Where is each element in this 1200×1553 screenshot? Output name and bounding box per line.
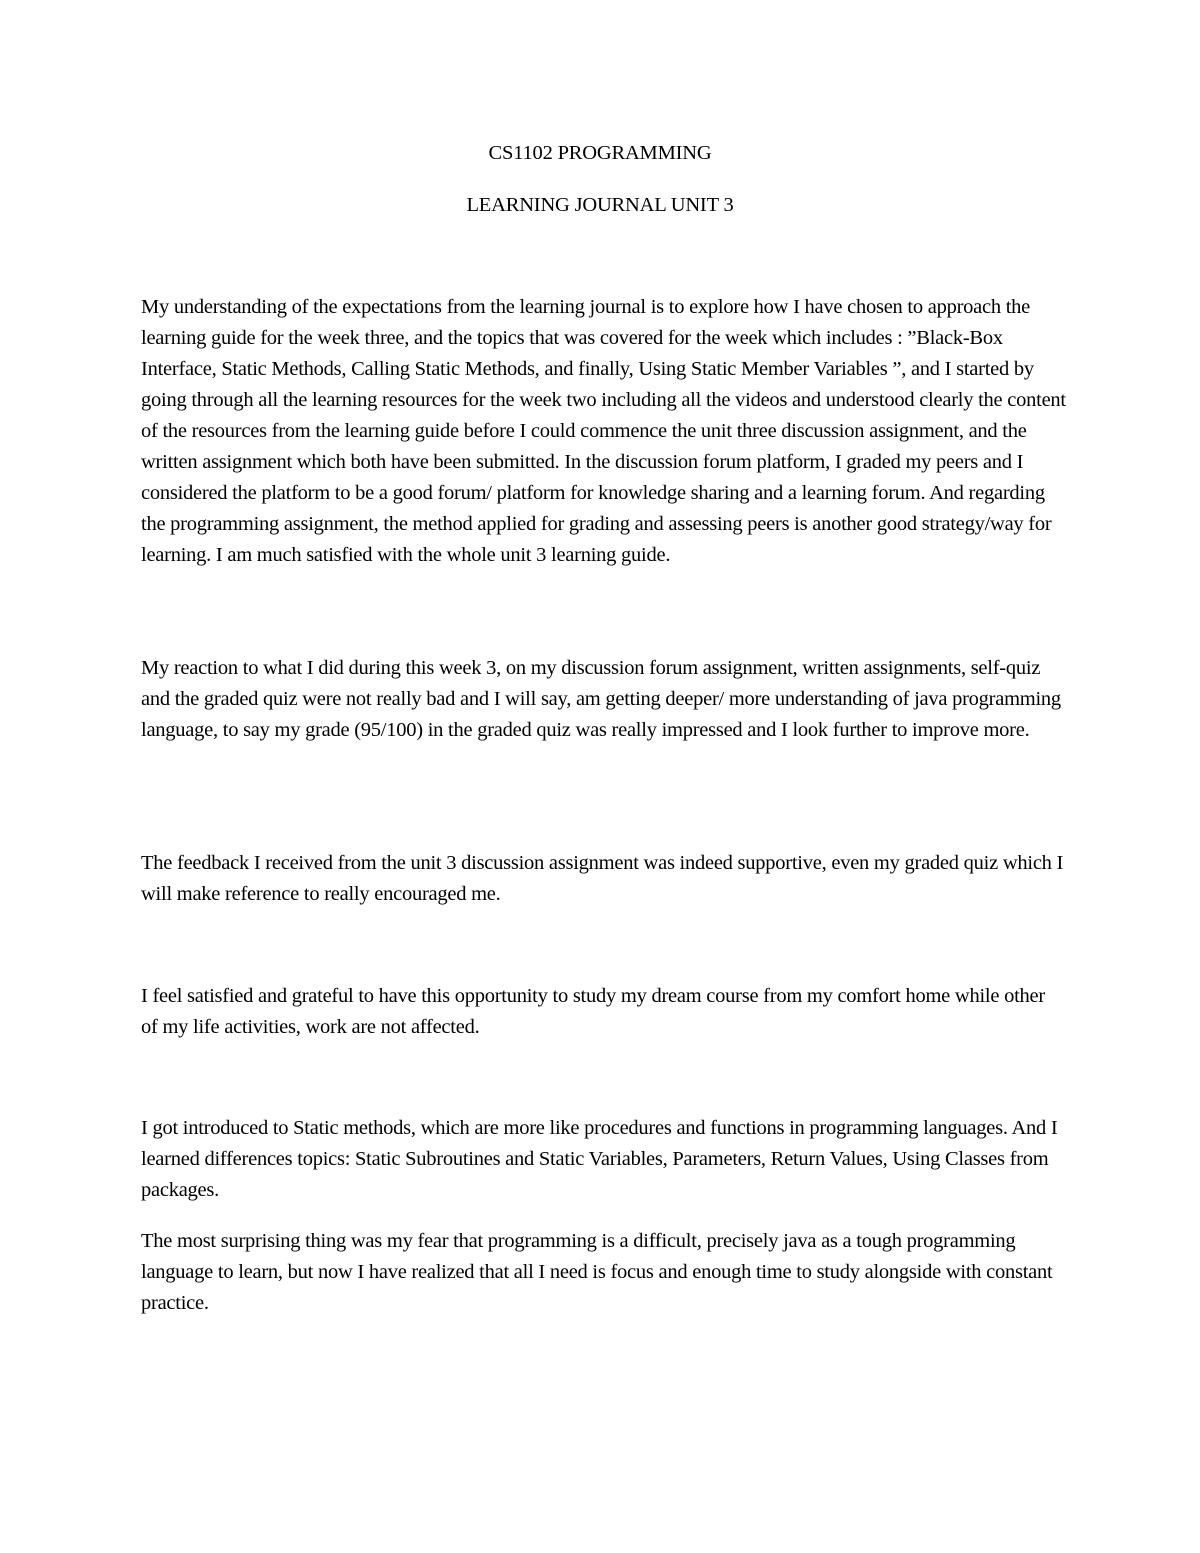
paragraph-topics-learned: I got introduced to Static methods, which are more like procedures and functions in programming languages. And I learned differences topics: Static Subroutines and Static Variables, Parameters, Return Values, Using Classes from packages. (141, 1117, 1058, 1201)
journal-title: LEARNING JOURNAL UNIT 3 (466, 194, 734, 216)
paragraph-expectations: My understanding of the expectations from the learning journal is to explore how I have chosen to approach the learning guide for the week three, and the topics that was covered for the week which includes : ”Black-Box Interface, Static Methods, Calling Static Methods, and finally, Using Static Member Variables ”, and I started by going through all the learning resources for the week two including all the videos and understood clearly the content of the resources from the learning guide before I could commence the unit three discussion assignment, and the written assignment which both have been submitted. In the discussion forum platform, I graded my peers and I considered the platform to be a good forum/ platform for knowledge sharing and a learning forum. And regarding the programming assignment, the method applied for grading and assessing peers is another good strategy/way for learning. I am much satisfied with the whole unit 3 learning guide. (141, 296, 1066, 566)
course-title: CS1102 PROGRAMMING (488, 142, 712, 164)
paragraph-reaction: My reaction to what I did during this week 3, on my discussion forum assignment, written assignments, self-quiz and the graded quiz were not really bad and I will say, am getting deeper/ more understanding of java programming language, to say my grade (95/100) in the graded quiz was really impressed and I look further to improve more. (141, 657, 1061, 741)
paragraph-satisfaction: I feel satisfied and grateful to have this opportunity to study my dream course from my comfort home while other of my life activities, work are not affected. (141, 985, 1045, 1038)
paragraph-surprise: The most surprising thing was my fear that programming is a difficult, precisely java as a tough programming language to learn, but now I have realized that all I need is focus and enough time to study alongside with constant practice. (141, 1230, 1053, 1314)
paragraph-feedback: The feedback I received from the unit 3 discussion assignment was indeed supportive, even my graded quiz which I will make reference to really encouraged me. (141, 852, 1064, 905)
